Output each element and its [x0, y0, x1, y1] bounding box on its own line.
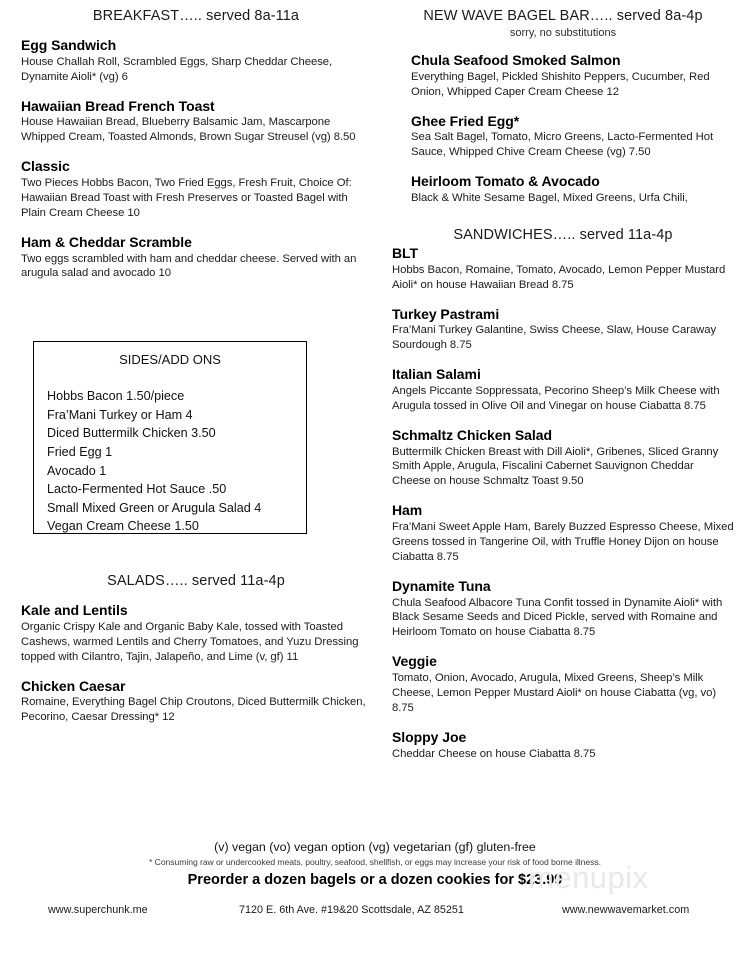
menu-item-description: Fra’Mani Sweet Apple Ham, Barely Buzzed Espresso Cheese, Mixed Greens tossed in Tangerine Oil, with Truffle Honey Dijon on house Ciabatta 8.75 [392, 521, 734, 563]
menu-item-name: Schmaltz Chicken Salad [392, 426, 552, 443]
menupix-watermark: menupix [528, 860, 649, 895]
menu-item [392, 502, 734, 565]
menu-item [411, 113, 734, 161]
menu-item [21, 158, 371, 221]
sides-list-item: Small Mixed Green or Arugula Salad 4 [47, 500, 262, 515]
menu-item-description: Two eggs scrambled with ham and cheddar cheese. Served with an arugula salad and avocado 10 [21, 252, 357, 280]
menu-item-name: Veggie [392, 653, 437, 670]
menu-item-name: Ham [392, 502, 423, 519]
menu-item-name: Dynamite Tuna [392, 577, 491, 594]
sides-list-item: Fra’Mani Turkey or Ham 4 [47, 407, 193, 422]
menu-item-name: Classic [21, 158, 70, 175]
salads-section-header: SALADS….. served 11a-4p [107, 573, 285, 589]
menu-item-name: Ghee Fried Egg* [411, 112, 520, 129]
menu-item-description: Organic Crispy Kale and Organic Baby Kale, tossed with Toasted Cashews, warmed Lentils and Cherry Tomatoes, and Yuzu Dressing topped with Cilantro, Tajin, Jalapeño, and Lime (v, gf) 11 [21, 620, 359, 663]
menu-item-description: Fra’Mani Turkey Galantine, Swiss Cheese, Slaw, House Caraway Sourdough 8.75 [392, 324, 717, 352]
menu-item-description: Two Pieces Hobbs Bacon, Two Fried Eggs, Fresh Fruit, Choice Of: Hawaiian Bread Toast with Fresh Preserves or Toasted Bagel with Plain Cream Cheese 10 [21, 177, 352, 219]
menu-item [21, 37, 371, 85]
street-address: 7120 E. 6th Ave. #19&20 Scottsdale, AZ 85251 [239, 904, 464, 916]
sides-list-item: Fried Egg 1 [47, 444, 113, 459]
sides-list-item: Diced Buttermilk Chicken 3.50 [47, 426, 216, 441]
salads-column [21, 565, 371, 725]
bagel-bar-subheader: sorry, no substitutions [509, 27, 617, 39]
menu-item-name: Kale and Lentils [21, 602, 128, 618]
menu-item-name: Chula Seafood Smoked Salmon [411, 52, 621, 68]
bagel-bar-items [392, 52, 734, 206]
sides-list [47, 387, 306, 536]
menu-item-name: Hawaiian Bread French Toast [21, 97, 215, 114]
menu-item-description: Romaine, Everything Bagel Chip Croutons, Diced Buttermilk Chicken, Pecorino, Caesar Dressing* 12 [21, 696, 366, 724]
sides-list-item: Vegan Cream Cheese 1.50 [47, 519, 199, 534]
menu-item-description: Chula Seafood Albacore Tuna Confit tossed in Dynamite Aioli* with Black Sesame Seeds and Diced Pickle, served with Romaine and Heirloom Tomato on house Ciabatta 8.75 [392, 596, 723, 639]
menu-item-name: Ham & Cheddar Scramble [21, 233, 192, 250]
menu-item-description: House Hawaiian Bread, Blueberry Balsamic Jam, Mascarpone Whipped Cream, Toasted Almonds, Brown Sugar Streusel (vg) 8.50 [21, 116, 356, 144]
right-column [392, 0, 734, 762]
menu-item-description: Everything Bagel, Pickled Shishito Peppers, Cucumber, Red Onion, Whipped Caper Cream Cheese 12 [411, 70, 710, 98]
menu-item [411, 52, 734, 100]
menu-item [21, 234, 371, 282]
menu-item-description: Cheddar Cheese on house Ciabatta 8.75 [392, 747, 596, 760]
health-disclaimer: * Consuming raw or undercooked meats, poultry, seafood, shellfish, or eggs may increase your risk of food borne illness. [149, 857, 601, 867]
preorder-promo: Preorder a dozen bagels or a dozen cookies for $23.99 [187, 872, 563, 888]
menu-item [392, 653, 734, 716]
menu-item [411, 173, 734, 206]
menu-item [21, 678, 371, 726]
menu-item [392, 578, 734, 641]
menu-item-description: Buttermilk Chicken Breast with Dill Aioli*, Gribenes, Sliced Granny Smith Apple, Arugula, Fiscalini Cabernet Sauvignon Cheddar Cheese on house Schmaltz Toast 9.50 [392, 445, 719, 488]
menu-item-description: Tomato, Onion, Avocado, Arugula, Mixed Greens, Sheep’s Milk Cheese, Lemon Pepper Mustard Aioli* on house Ciabatta (vg, vo) 8.75 [392, 672, 717, 714]
menu-item-name: Heirloom Tomato & Avocado [411, 173, 600, 190]
menu-item-description: Black & White Sesame Bagel, Mixed Greens, Urfa Chili, [411, 192, 688, 205]
sides-list-item: Avocado 1 [47, 463, 107, 478]
website-superchunk[interactable]: www.superchunk.me [48, 904, 148, 916]
footer [0, 840, 750, 888]
menu-item-name: Italian Salami [392, 366, 481, 383]
sides-list-item: Hobbs Bacon 1.50/piece [47, 389, 185, 403]
menu-item [392, 245, 734, 293]
dietary-legend: (v) vegan (vo) vegan option (vg) vegetarian (gf) gluten-free [214, 840, 536, 854]
bagel-bar-section-header: NEW WAVE BAGEL BAR….. served 8a-4p [423, 8, 703, 24]
sides-add-ons-box [33, 341, 307, 534]
menu-item-name: Chicken Caesar [21, 677, 126, 694]
menu-item [392, 729, 734, 762]
menu-item [392, 427, 734, 490]
menu-item-name: BLT [392, 244, 419, 261]
menu-item-name: Egg Sandwich [21, 37, 117, 53]
menu-item-description: Hobbs Bacon, Romaine, Tomato, Avocado, Lemon Pepper Mustard Aioli* on house Hawaiian Bread 8.75 [392, 263, 726, 291]
breakfast-section-header: BREAKFAST….. served 8a-11a [92, 8, 300, 24]
contact-row [0, 904, 750, 924]
menu-item [392, 366, 734, 414]
menu-item-description: Sea Salt Bagel, Tomato, Micro Greens, Lacto-Fermented Hot Sauce, Whipped Chive Cream Cheese (vg) 7.50 [411, 131, 714, 159]
sides-box-title: SIDES/ADD ONS [119, 352, 221, 367]
menu-item-name: Turkey Pastrami [392, 305, 500, 322]
left-column [21, 0, 371, 281]
menu-item [21, 602, 371, 665]
website-newwavemarket[interactable]: www.newwavemarket.com [562, 904, 690, 916]
menu-item-description: Angels Piccante Soppressata, Pecorino Sheep’s Milk Cheese with Arugula tossed in Olive Oil and Vinegar on house Ciabatta 8.75 [392, 384, 720, 412]
menu-item-description: House Challah Roll, Scrambled Eggs, Sharp Cheddar Cheese, Dynamite Aioli* (vg) 6 [21, 55, 333, 83]
menu-item [392, 306, 734, 354]
menu-item [21, 98, 371, 146]
menu-item-name: Sloppy Joe [392, 728, 467, 745]
sides-list-item: Lacto-Fermented Hot Sauce .50 [47, 482, 227, 497]
sandwiches-section-header: SANDWICHES….. served 11a-4p [453, 226, 673, 243]
